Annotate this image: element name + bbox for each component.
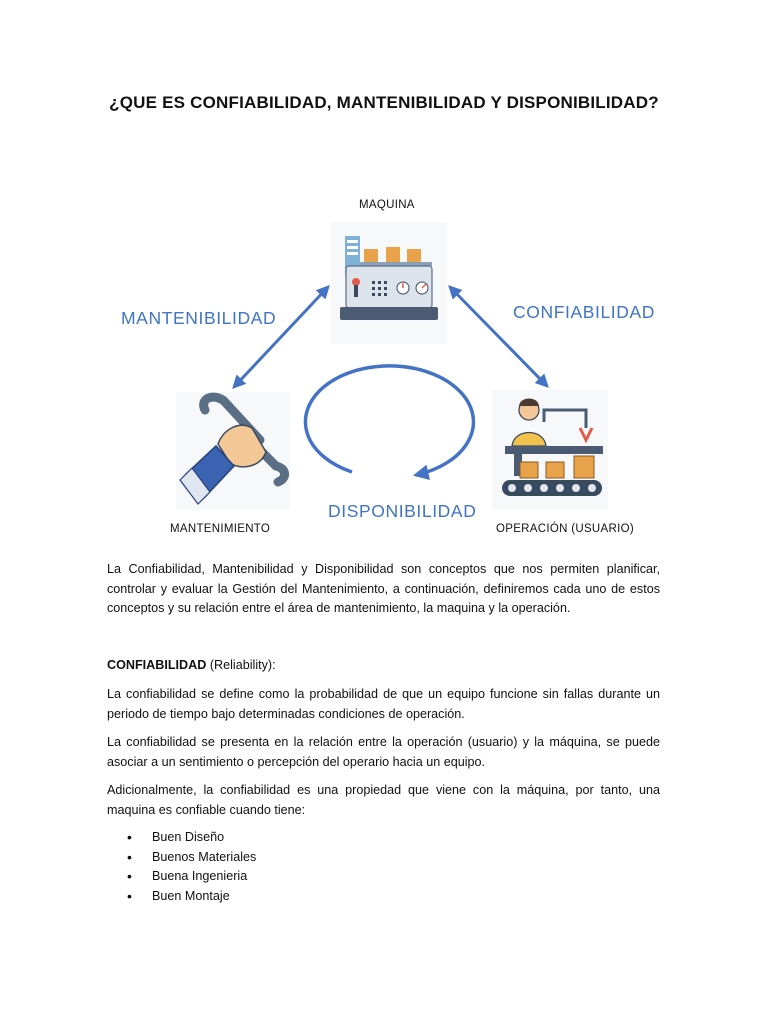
section-heading-text: CONFIABILIDAD (107, 658, 207, 672)
label-reliability: CONFIABILIDAD (513, 302, 655, 322)
label-availability: DISPONIBILIDAD (328, 501, 477, 521)
operator-conveyor-icon (492, 390, 608, 510)
requirements-list (107, 828, 256, 906)
list-item: • Buen Diseño (107, 828, 256, 848)
label-operation: OPERACIÓN (USUARIO) (496, 523, 634, 535)
section-heading-note: (Reliability): (209, 658, 276, 672)
document-title: ¿QUE ES CONFIABILIDAD, MANTENIBILIDAD Y DISPONIBILIDAD? (109, 93, 659, 112)
list-item: • Buen Montaje (107, 887, 256, 907)
intro-paragraph: La Confiabilidad, Mantenibilidad y Disponibilidad son conceptos que nos permiten planificar, controlar y evaluar la Gestión del Mantenimiento, a continuación, definiremos cada uno de estos conceptos y su relación entre el área de mantenimiento, la maquina y la operación. (107, 562, 660, 615)
arrow-machine-maintenance (234, 287, 328, 387)
paragraph-relation: La confiabilidad se presenta en la relación entre la operación (usuario) y la máquina, se puede asociar a un sentimiento o percepción del operario hacia un equipo. (107, 735, 660, 769)
paragraph-definition: La confiabilidad se define como la probabilidad de que un equipo funcione sin fallas durante un periodo de tiempo bajo determinadas condiciones de operación. (107, 687, 660, 721)
cycle-arrow (305, 366, 473, 475)
list-item: • Buenos Materiales (107, 848, 256, 868)
list-item: • Buena Ingenieria (107, 867, 256, 887)
paragraph-property: Adicionalmente, la confiabilidad es una propiedad que viene con la máquina, por tanto, una maquina es confiable cuando tiene: (107, 783, 660, 817)
wrench-hand-icon (176, 392, 290, 510)
label-maintainability: MANTENIBILIDAD (121, 308, 277, 328)
label-machine: MAQUINA (359, 199, 415, 211)
section-heading (107, 658, 276, 672)
label-maintenance: MANTENIMIENTO (170, 523, 271, 535)
machine-icon (331, 222, 447, 344)
